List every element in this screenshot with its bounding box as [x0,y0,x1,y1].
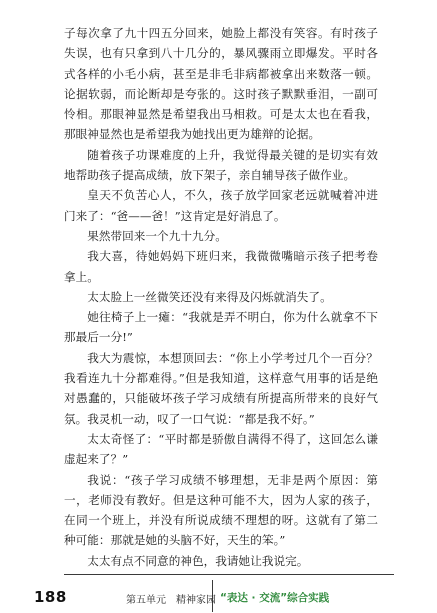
paragraph: 子每次拿了九十四五分回来，她脸上都没有笑容。有时孩子失误，也有只拿到八十几分的，暴风骤雨立即爆发。平时各式各样的小毛小病，甚至是非毛非病都被拿出来数落一顿。论据软弱，而论断却是夸张的。这时孩子默默垂泪，一副可怜相。那眼神显然是希望我出马相救。可是太太也在看我，那眼神显然也是希望我为她找出更为雄辩的论据。 [64,26,378,142]
unit-label: 第五单元 精神家园 [126,595,216,606]
paragraph: 我大喜，待她妈妈下班归来，我微微嘴暗示孩子把考卷拿上。 [64,249,378,284]
paragraph: 果然带回来一个九十九分。 [87,228,227,243]
paragraph: 随着孩子功课难度的上升，我觉得最关键的是切实有效地帮助孩子提高成绩，放下架子，亲自辅导孩子做作业。 [64,147,378,183]
page-number: 188 [34,588,67,606]
paragraph: 太太有点不同意的神色，我请她让我说完。 [87,553,309,568]
section-label: “表达 · 交流”综合实践 [220,592,330,604]
paragraph: 我大为震惊，本想顶回去：“你上小学考过几个一百分？我看连九十分都难得。”但是我知道，这样意气用事的话是绝对愚蠢的，只能破坏孩子学习成绩有所提高所带来的良好气氛。我灵机一动，叹了一口气说：“都是我不好。” [64,350,378,426]
paragraph: 太太脸上一丝微笑还没有来得及闪烁就消失了。 [87,289,332,304]
paragraph: 皇天不负苦心人，不久，孩子放学回家老远就喊着冲进门来了：“爸——爸！”这肯定是好消息了。 [64,188,378,223]
body-text [64,23,378,571]
paragraph: 我说：“孩子学习成绩不够理想，无非是两个原因：第一，老师没有教好。但是这种可能不大，因为人家的孩子，在同一个班上，并没有所说成绩不理想的呀。这就有了第二种可能：那就是她的头脑不好，天生的笨。” [64,472,378,548]
paragraph: 她往椅子上一瘫：“我就是弄不明白，你为什么就拿不下那最后一分!” [64,310,378,345]
footer-divider [64,574,394,575]
paragraph: 太太奇怪了：“平时都是骄傲自满得不得了，这回怎么谦虚起来了？” [64,431,378,467]
